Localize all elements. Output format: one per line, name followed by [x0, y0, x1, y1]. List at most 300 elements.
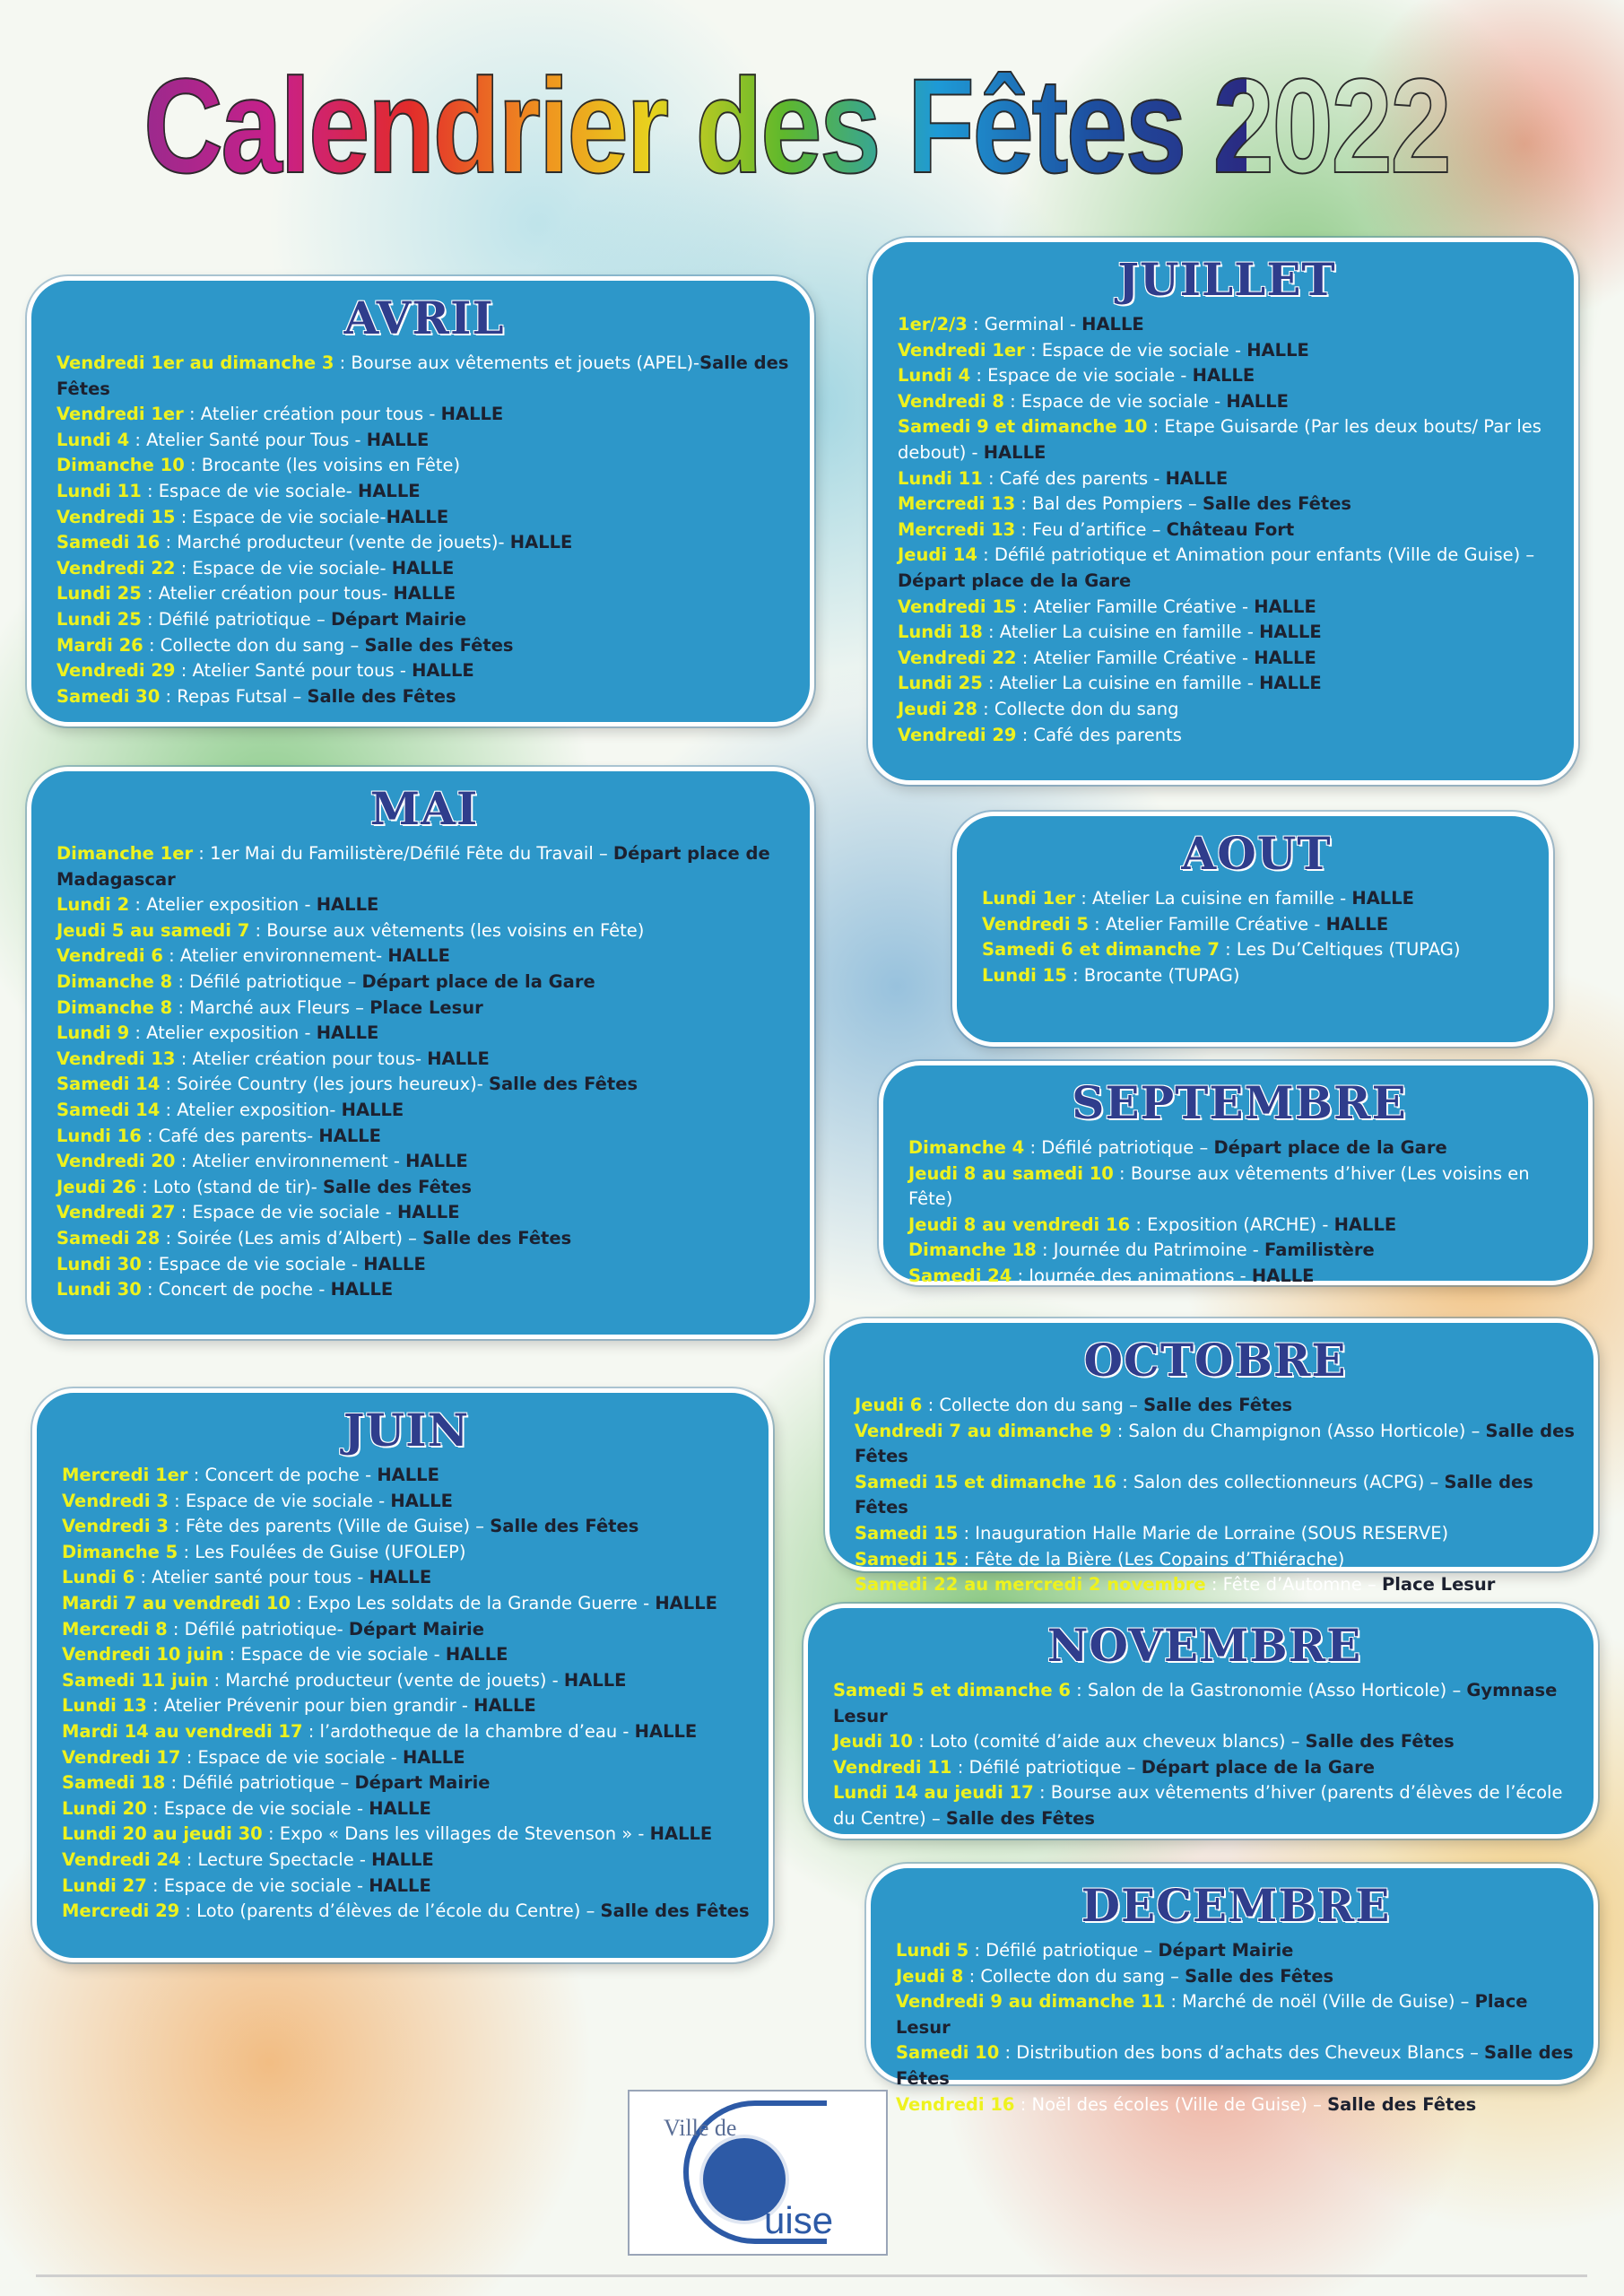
- event-description: : Espace de vie sociale -: [223, 1644, 446, 1665]
- event-item: [56, 1047, 792, 1073]
- event-item: [56, 658, 792, 684]
- event-location: HALLE: [427, 1048, 490, 1069]
- event-date: Lundi 25: [898, 673, 983, 694]
- month-heading: AOUT: [1181, 827, 1332, 880]
- event-item: [56, 970, 792, 996]
- event-item: [833, 1729, 1576, 1755]
- event-date: Samedi 18: [62, 1772, 166, 1794]
- event-date: Mercredi 13: [898, 518, 1016, 540]
- event-location: HALLE: [1254, 596, 1316, 617]
- event-location: HALLE: [445, 1644, 508, 1665]
- event-location: HALLE: [983, 441, 1046, 463]
- event-location: HALLE: [390, 1490, 453, 1511]
- event-description: : Atelier environnement -: [175, 1151, 406, 1172]
- event-item: [855, 1521, 1576, 1547]
- event-item: [896, 1989, 1576, 2040]
- event-date: Vendredi 29: [898, 724, 1017, 745]
- event-item: [62, 1848, 751, 1874]
- event-description: : Exposition (ARCHE) -: [1130, 1213, 1334, 1235]
- event-item: [62, 1899, 751, 1925]
- event-description: : Atelier santé pour tous -: [135, 1567, 369, 1588]
- event-description: : Expo « Dans les villages de Stevenson » -: [262, 1823, 650, 1845]
- event-date: Mercredi 1er: [62, 1465, 188, 1485]
- event-description: : Repas Futsal –: [160, 685, 308, 707]
- event-location: Salle des Fêtes: [488, 1074, 638, 1095]
- event-description: : Atelier Famille Créative -: [1016, 647, 1255, 668]
- event-item: [56, 607, 792, 633]
- event-item: [56, 556, 792, 582]
- event-item: [855, 1393, 1576, 1419]
- event-description: : Défilé patriotique –: [172, 970, 362, 992]
- event-date: Vendredi 9 au dimanche 11: [896, 1991, 1166, 2013]
- event-description: : Les Du’Celtiques (TUPAG): [1219, 939, 1461, 961]
- event-location: HALLE: [1251, 1265, 1315, 1286]
- event-date: Vendredi 1er au dimanche 3: [56, 352, 334, 373]
- event-location: HALLE: [386, 506, 449, 527]
- event-location: Départ Mairie: [348, 1618, 484, 1639]
- month-heading: JUILLET: [1117, 253, 1336, 306]
- event-date: Vendredi 24: [62, 1848, 181, 1870]
- event-location: Gymnase Lesur: [833, 1680, 1558, 1726]
- event-item: [898, 312, 1556, 338]
- event-item: [896, 2040, 1576, 2092]
- event-date: Lundi 30: [56, 1253, 142, 1274]
- event-item: [62, 1822, 751, 1848]
- event-description: : Collecte don du sang –: [143, 634, 365, 656]
- event-description: : Espace de vie sociale -: [168, 1490, 391, 1511]
- event-description: : Espace de vie sociale -: [1003, 390, 1227, 412]
- event-description: : Feu d’artifice –: [1015, 518, 1167, 540]
- event-item: [833, 1780, 1576, 1831]
- event-description: : Espace de vie sociale-: [175, 506, 386, 527]
- event-date: Dimanche 1er: [56, 843, 194, 864]
- event-description: : Espace de vie sociale -: [180, 1746, 403, 1768]
- event-item: [56, 684, 792, 710]
- event-date: Samedi 10: [896, 2042, 1000, 2064]
- event-location: Place Lesur: [1381, 1574, 1496, 1596]
- event-description: : Lecture Spectacle -: [180, 1848, 372, 1870]
- event-date: Samedi 28: [56, 1227, 161, 1248]
- event-item: [62, 1514, 751, 1540]
- event-location: HALLE: [316, 894, 379, 916]
- event-description: : Expo Les soldats de la Grande Guerre -: [291, 1592, 656, 1613]
- month-box-juillet: [868, 238, 1578, 785]
- event-description: : Journée des animations -: [1012, 1265, 1252, 1286]
- event-description: : Atelier La cuisine en famille -: [982, 622, 1260, 643]
- ville-de-guise-logo: [628, 2090, 888, 2256]
- month-box-avril: [27, 276, 814, 726]
- month-heading: DECEMBRE: [1081, 1879, 1391, 1932]
- event-description: : Bourse aux vêtements (les voisins en Fête): [249, 919, 645, 941]
- event-location: HALLE: [412, 660, 474, 682]
- event-location: Salle des Fêtes: [1305, 1731, 1455, 1752]
- event-description: : Espace de vie sociale -: [146, 1874, 369, 1896]
- event-description: : Atelier Santé pour tous -: [175, 660, 413, 682]
- event-description: : Atelier La cuisine en famille -: [1075, 888, 1352, 909]
- event-location: Familistère: [1264, 1239, 1375, 1261]
- month-heading: OCTOBRE: [1083, 1334, 1347, 1387]
- event-date: Vendredi 11: [833, 1756, 952, 1778]
- event-description: : Bourse aux vêtements d’hiver (parents d’élèves de l’école du Centre) –: [833, 1782, 1563, 1829]
- event-item: [898, 595, 1556, 621]
- event-date: Vendredi 22: [56, 557, 176, 578]
- event-location: Salle des Fêtes: [1185, 1965, 1334, 1987]
- event-description: : Espace de vie sociale -: [175, 1202, 397, 1223]
- event-item: [56, 1277, 792, 1303]
- event-location: Salle des Fêtes: [896, 2042, 1574, 2089]
- event-location: HALLE: [1259, 673, 1322, 694]
- event-date: Lundi 18: [898, 622, 983, 643]
- event-date: Vendredi 29: [56, 660, 176, 682]
- event-date: Vendredi 17: [62, 1746, 181, 1768]
- event-item: [896, 2092, 1576, 2118]
- event-location: HALLE: [440, 404, 504, 425]
- event-date: Lundi 11: [898, 467, 983, 489]
- event-description: : Marché producteur (vente de jouets)-: [160, 532, 510, 553]
- event-description: : Défilé patriotique –: [165, 1772, 355, 1794]
- event-location: HALLE: [369, 1874, 431, 1896]
- event-description: : Les Foulées de Guise (UFOLEP): [178, 1541, 466, 1562]
- event-item: [855, 1572, 1576, 1598]
- event-description: : Espace de vie sociale-: [175, 557, 392, 578]
- event-date: Lundi 5: [896, 1940, 969, 1961]
- event-location: HALLE: [509, 532, 573, 553]
- event-item: [898, 671, 1556, 697]
- event-date: Dimanche 4: [908, 1137, 1025, 1158]
- event-date: Jeudi 8 au vendredi 16: [908, 1213, 1131, 1235]
- event-date: Dimanche 5: [62, 1541, 178, 1562]
- event-date: Vendredi 8: [898, 390, 1004, 412]
- event-date: Lundi 9: [56, 1022, 130, 1044]
- event-item: [898, 414, 1556, 465]
- event-description: : Fête des parents (Ville de Guise) –: [168, 1516, 491, 1537]
- event-date: Samedi 16: [56, 532, 161, 553]
- event-item: [833, 1755, 1576, 1781]
- event-date: Vendredi 10 juin: [62, 1644, 224, 1665]
- event-date: Dimanche 18: [908, 1239, 1037, 1261]
- event-date: Dimanche 10: [56, 455, 185, 476]
- event-description: : Atelier La cuisine en famille -: [982, 673, 1260, 694]
- event-description: : Etape Guisarde (Par les deux bouts/ Par les debout) -: [898, 416, 1541, 463]
- event-date: Samedi 15 et dimanche 16: [855, 1471, 1117, 1492]
- logo-ville-text: Ville de: [664, 2115, 737, 2141]
- event-date: Lundi 14 au jeudi 17: [833, 1782, 1034, 1804]
- month-box-juin: [32, 1388, 773, 1962]
- event-location: HALLE: [1246, 339, 1309, 361]
- event-description: : Brocante (les voisins en Fête): [184, 455, 461, 476]
- event-location: HALLE: [330, 1279, 394, 1300]
- event-location: HALLE: [391, 557, 455, 578]
- event-item: [56, 581, 792, 607]
- event-location: Salle des Fêtes: [600, 1900, 750, 1922]
- event-item: [56, 1124, 792, 1150]
- event-description: : l’ardotheque de la chambre d’eau -: [302, 1720, 635, 1742]
- event-item: [56, 505, 792, 531]
- event-date: Vendredi 20: [56, 1151, 176, 1172]
- event-description: : Espace de vie sociale -: [141, 1253, 364, 1274]
- event-description: : Défilé patriotique –: [141, 608, 331, 630]
- event-date: Lundi 20 au jeudi 30: [62, 1823, 263, 1845]
- event-date: Samedi 24: [908, 1265, 1012, 1286]
- event-description: : Noël des écoles (Ville de Guise) –: [1014, 2093, 1328, 2115]
- event-date: Lundi 13: [62, 1695, 147, 1717]
- event-description: : Atelier Prévenir pour bien grandir -: [146, 1695, 474, 1717]
- event-item: [982, 886, 1531, 912]
- event-item: [833, 1678, 1576, 1729]
- event-item: [56, 428, 792, 454]
- event-item: [62, 1796, 751, 1822]
- event-date: Samedi 30: [56, 685, 161, 707]
- event-date: Lundi 2: [56, 894, 130, 916]
- event-location: HALLE: [1333, 1213, 1397, 1235]
- event-description: : Fête de la Bière (Les Copains d’Thiérache): [958, 1548, 1345, 1570]
- event-date: Lundi 27: [62, 1874, 147, 1896]
- event-item: [908, 1238, 1570, 1264]
- month-box-mai: [27, 767, 814, 1339]
- event-date: 1er/2/3: [898, 314, 968, 335]
- event-description: : Atelier environnement-: [162, 945, 388, 967]
- event-description: : Collecte don du sang –: [922, 1395, 1144, 1415]
- event-date: Vendredi 27: [56, 1202, 176, 1223]
- event-item: [62, 1617, 751, 1643]
- event-date: Mercredi 8: [62, 1618, 168, 1639]
- event-item: [898, 620, 1556, 646]
- page-title: Calendrier des Fêtes 2022: [143, 36, 1246, 215]
- event-description: : Fête d’Automne –: [1205, 1574, 1382, 1596]
- event-item: [982, 912, 1531, 938]
- event-date: Mardi 7 au vendredi 10: [62, 1592, 291, 1613]
- event-location: Départ place de la Gare: [361, 970, 595, 992]
- event-location: HALLE: [563, 1669, 627, 1691]
- event-item: [898, 517, 1556, 544]
- event-date: Vendredi 5: [982, 913, 1089, 935]
- event-item: [56, 841, 792, 892]
- event-item: [62, 1745, 751, 1771]
- event-description: : Marché de noël (Ville de Guise) –: [1165, 1991, 1475, 2013]
- event-item: [62, 1770, 751, 1796]
- event-location: Départ Mairie: [330, 608, 466, 630]
- event-description: : Loto (comité d’aide aux cheveux blancs) –: [912, 1731, 1306, 1752]
- event-description: : Atelier création pour tous-: [141, 583, 394, 604]
- event-location: Place Lesur: [896, 1991, 1528, 2038]
- event-description: : Atelier Santé pour Tous -: [129, 429, 367, 450]
- event-description: : Bourse aux vêtements d’hiver (Les voisins en Fête): [908, 1162, 1530, 1210]
- event-date: Vendredi 6: [56, 945, 163, 967]
- event-item: [56, 1252, 792, 1278]
- event-location: Salle des Fêtes: [307, 685, 456, 707]
- event-item: [62, 1668, 751, 1694]
- event-location: Départ Mairie: [1158, 1940, 1294, 1961]
- event-location: HALLE: [371, 1848, 434, 1870]
- event-date: Samedi 14: [56, 1074, 161, 1095]
- event-date: Samedi 11 juin: [62, 1669, 209, 1691]
- event-location: HALLE: [316, 1022, 379, 1044]
- event-item: [855, 1547, 1576, 1573]
- month-box-novembre: [803, 1604, 1598, 1839]
- event-item: [982, 937, 1531, 963]
- event-description: : Atelier exposition-: [160, 1099, 342, 1120]
- event-item: [62, 1565, 751, 1591]
- event-description: : Atelier Famille Créative -: [1088, 913, 1326, 935]
- event-item: [62, 1719, 751, 1745]
- event-date: Jeudi 26: [56, 1176, 136, 1197]
- event-location: HALLE: [393, 583, 456, 604]
- event-item: [898, 389, 1556, 415]
- event-item: [982, 963, 1531, 989]
- footer-divider: [36, 2274, 1587, 2277]
- event-location: Salle des Fêtes: [422, 1227, 572, 1248]
- event-date: Vendredi 13: [56, 1048, 176, 1069]
- event-item: [898, 363, 1556, 389]
- event-item: [62, 1642, 751, 1668]
- event-item: [56, 1098, 792, 1124]
- event-date: Mercredi 13: [898, 493, 1016, 515]
- event-location: Salle des Fêtes: [56, 352, 789, 399]
- event-location: Salle des Fêtes: [1327, 2093, 1477, 2115]
- event-date: Samedi 15: [855, 1548, 959, 1570]
- event-item: [898, 543, 1556, 594]
- event-date: Mercredi 29: [62, 1900, 180, 1922]
- event-description: : Concert de poche -: [141, 1279, 331, 1300]
- event-description: : Marché producteur (vente de jouets) -: [208, 1669, 564, 1691]
- event-location: HALLE: [473, 1695, 536, 1717]
- event-date: Samedi 15: [855, 1522, 959, 1544]
- event-description: : Café des parents: [1016, 724, 1182, 745]
- event-description: : Collecte don du sang: [977, 698, 1179, 719]
- event-description: : Atelier exposition -: [129, 894, 317, 916]
- event-description: : Café des parents -: [982, 467, 1166, 489]
- event-location: HALLE: [649, 1823, 713, 1845]
- month-heading: JUIN: [343, 1404, 470, 1457]
- event-date: Dimanche 8: [56, 970, 173, 992]
- event-location: HALLE: [369, 1567, 432, 1588]
- event-description: : Bal des Pompiers –: [1015, 493, 1203, 515]
- event-description: : Défilé patriotique –: [1024, 1137, 1214, 1158]
- event-item: [62, 1693, 751, 1719]
- event-date: Samedi 14: [56, 1099, 161, 1120]
- event-date: Lundi 4: [898, 365, 971, 387]
- event-description: : Loto (stand de tir)-: [135, 1176, 323, 1197]
- event-description: : Espace de vie sociale -: [146, 1797, 369, 1819]
- event-location: Salle des Fêtes: [322, 1176, 473, 1197]
- event-item: [56, 996, 792, 1022]
- event-item: [62, 1540, 751, 1566]
- event-item: [56, 1072, 792, 1098]
- event-item: [898, 466, 1556, 492]
- event-date: Lundi 11: [56, 480, 142, 501]
- event-item: [896, 1938, 1576, 1964]
- event-item: [898, 338, 1556, 364]
- event-location: HALLE: [1226, 390, 1289, 412]
- event-description: : Défilé patriotique-: [167, 1618, 349, 1639]
- event-date: Vendredi 15: [56, 506, 176, 527]
- event-date: Vendredi 3: [62, 1516, 169, 1537]
- event-description: : Soirée Country (les jours heureux)-: [160, 1074, 489, 1095]
- event-location: HALLE: [634, 1720, 698, 1742]
- event-location: Départ place de la Gare: [1141, 1756, 1375, 1778]
- event-date: Vendredi 15: [898, 596, 1017, 617]
- event-item: [855, 1419, 1576, 1470]
- event-item: [56, 402, 792, 428]
- month-box-octobre: [825, 1318, 1598, 1596]
- event-item: [56, 530, 792, 556]
- event-date: Lundi 25: [56, 608, 142, 630]
- event-location: HALLE: [366, 429, 430, 450]
- event-date: Lundi 15: [982, 964, 1067, 986]
- event-location: Salle des Fêtes: [1202, 493, 1352, 515]
- event-description: : Brocante (TUPAG): [1066, 964, 1240, 986]
- event-date: Jeudi 8: [896, 1965, 964, 1987]
- event-location: HALLE: [1325, 913, 1389, 935]
- event-item: [56, 479, 792, 505]
- month-heading: MAI: [369, 782, 479, 835]
- event-description: : Espace de vie sociale -: [1024, 339, 1247, 361]
- event-description: : Salon de la Gastronomie (Asso Horticole) –: [1070, 1680, 1467, 1700]
- event-date: Lundi 30: [56, 1279, 142, 1300]
- event-item: [56, 1175, 792, 1201]
- event-date: Lundi 16: [56, 1125, 142, 1146]
- event-location: HALLE: [402, 1746, 465, 1768]
- event-item: [62, 1463, 751, 1489]
- event-location: HALLE: [655, 1592, 717, 1613]
- logo-uise-text: uise: [764, 2199, 834, 2241]
- event-description: : Espace de vie sociale-: [141, 480, 359, 501]
- event-description: : Défilé patriotique et Animation pour enfants (Ville de Guise) –: [977, 544, 1535, 566]
- event-item: [56, 351, 792, 402]
- event-description: : Distribution des bons d’achats des Cheveux Blancs –: [999, 2042, 1485, 2064]
- event-description: : Atelier Famille Créative -: [1016, 596, 1255, 617]
- event-date: Lundi 6: [62, 1567, 135, 1588]
- event-description: : Marché aux Fleurs –: [172, 996, 370, 1018]
- event-item: [908, 1135, 1570, 1161]
- event-date: Vendredi 7 au dimanche 9: [855, 1420, 1112, 1441]
- event-description: : Loto (parents d’élèves de l’école du Centre) –: [179, 1900, 601, 1922]
- event-item: [56, 1226, 792, 1252]
- event-date: Jeudi 8 au samedi 10: [908, 1162, 1114, 1184]
- event-date: Vendredi 16: [896, 2093, 1015, 2115]
- event-date: Lundi 25: [56, 583, 142, 604]
- event-description: : Espace de vie sociale -: [970, 365, 1193, 387]
- event-description: : Salon des collectionneurs (ACPG) –: [1116, 1471, 1445, 1492]
- event-item: [62, 1591, 751, 1617]
- event-description: : Café des parents-: [141, 1125, 319, 1146]
- event-location: HALLE: [405, 1151, 468, 1172]
- event-description: : Collecte don du sang –: [963, 1965, 1185, 1987]
- event-item: [62, 1874, 751, 1900]
- event-item: [908, 1213, 1570, 1239]
- event-item: [56, 453, 792, 479]
- event-location: Départ place de la Gare: [898, 570, 1132, 591]
- month-box-decembre: [866, 1864, 1598, 2115]
- event-location: HALLE: [387, 945, 450, 967]
- event-date: Lundi 20: [62, 1797, 147, 1819]
- event-location: HALLE: [341, 1099, 404, 1120]
- event-item: [56, 633, 792, 659]
- event-description: : Défilé patriotique –: [951, 1756, 1142, 1778]
- event-item: [56, 918, 792, 944]
- event-item: [56, 1149, 792, 1175]
- event-description: : 1er Mai du Familistère/Défilé Fête du Travail –: [193, 843, 613, 864]
- event-date: Vendredi 1er: [56, 404, 184, 425]
- event-item: [898, 646, 1556, 672]
- event-location: Château Fort: [1166, 518, 1295, 540]
- event-item: [896, 1964, 1576, 1990]
- event-location: HALLE: [1254, 647, 1316, 668]
- event-description: : Concert de poche -: [187, 1465, 378, 1485]
- event-item: [56, 892, 792, 918]
- event-location: Salle des Fêtes: [945, 1807, 1095, 1829]
- event-location: Salle des Fêtes: [1143, 1395, 1293, 1415]
